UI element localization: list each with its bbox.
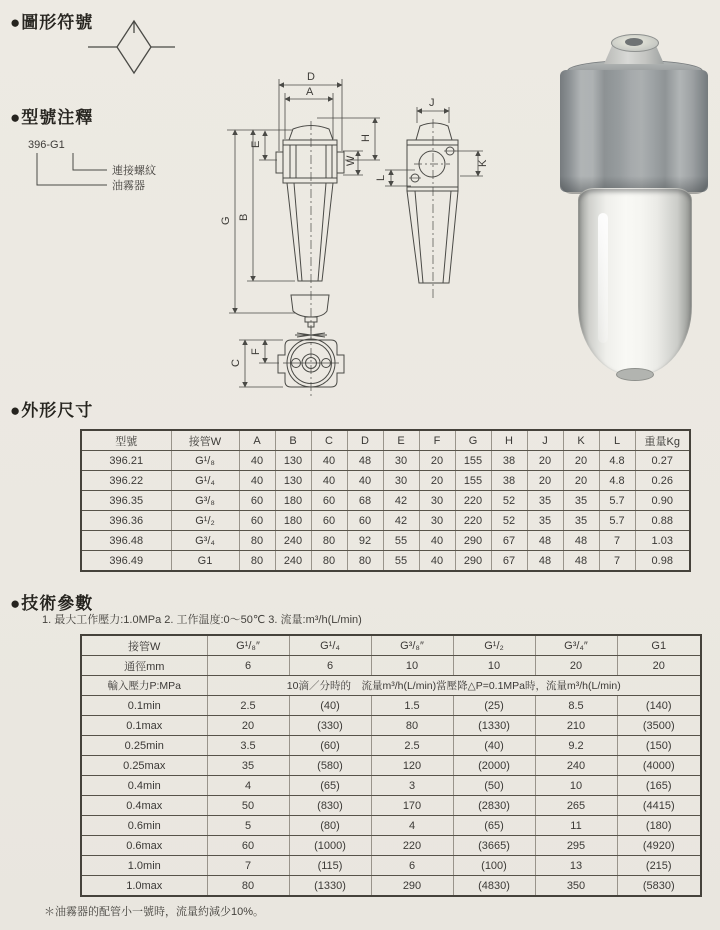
photo-bowl-foot	[616, 368, 654, 381]
cell: 210	[535, 716, 617, 736]
cell: G³/₄″	[535, 635, 617, 656]
cell: J	[527, 430, 563, 451]
cell: (115)	[289, 856, 371, 876]
tech-bore-row	[81, 656, 701, 676]
cell: 80	[239, 531, 275, 551]
cell: 38	[491, 451, 527, 471]
side-view-dimensions	[385, 107, 483, 186]
cell: 通徑mm	[81, 656, 207, 676]
tech-header-row	[81, 635, 701, 656]
cell: 80	[311, 551, 347, 572]
cell: (100)	[453, 856, 535, 876]
cell: 130	[275, 471, 311, 491]
cell: 4.8	[599, 451, 635, 471]
pressure-span-cell: 10滴／分時的 流量m³/h(L/min)當壓降△P=0.1MPa時，流量m³/h(L/min)	[207, 676, 701, 696]
cell: G³/₈	[171, 491, 239, 511]
cell: 290	[455, 531, 491, 551]
cell: 0.25max	[81, 756, 207, 776]
tech-pressure-row	[81, 676, 701, 696]
cell: (1330)	[453, 716, 535, 736]
cell: 1.5	[371, 696, 453, 716]
cell: 7	[207, 856, 289, 876]
cell: G¹/₈″	[207, 635, 289, 656]
dim-label-j: J	[429, 97, 435, 109]
cell: 0.4min	[81, 776, 207, 796]
cell: (165)	[617, 776, 701, 796]
cell: 6	[371, 856, 453, 876]
cell: 5.7	[599, 491, 635, 511]
cell: 60	[239, 491, 275, 511]
cell: (330)	[289, 716, 371, 736]
cell: (65)	[453, 816, 535, 836]
table-row	[81, 776, 701, 796]
cell: 7	[599, 531, 635, 551]
cell: 4	[371, 816, 453, 836]
cell: 67	[491, 531, 527, 551]
tech-data-rows	[81, 696, 701, 897]
cell: 0.88	[635, 511, 690, 531]
cell: 180	[275, 511, 311, 531]
cell: 20	[527, 471, 563, 491]
cell: 295	[535, 836, 617, 856]
section-title-tech: ●技術參數	[10, 594, 94, 613]
cell: (830)	[289, 796, 371, 816]
cell: 20	[563, 451, 599, 471]
table-row	[81, 856, 701, 876]
table-row	[81, 551, 690, 572]
dim-label-a: A	[306, 86, 314, 98]
cell: D	[347, 430, 383, 451]
table-row	[81, 531, 690, 551]
dim-label-g: G	[220, 216, 232, 225]
cell: 20	[207, 716, 289, 736]
cell: 30	[419, 511, 455, 531]
cell: 35	[527, 491, 563, 511]
side-view	[407, 119, 458, 301]
cell: 60	[207, 836, 289, 856]
cell: 396.35	[81, 491, 171, 511]
cell: (3500)	[617, 716, 701, 736]
cell: 0.27	[635, 451, 690, 471]
cell: G³/₈″	[371, 635, 453, 656]
cell: 67	[491, 551, 527, 572]
cell: 40	[239, 471, 275, 491]
dim-label-c: C	[230, 359, 242, 367]
photo-bowl-highlight	[598, 213, 608, 343]
cell: 35	[527, 511, 563, 531]
cell: (2830)	[453, 796, 535, 816]
photo-clear-bowl	[578, 188, 692, 376]
cell: 48	[563, 551, 599, 572]
cell: 接管W	[81, 635, 207, 656]
device-label: 油霧器	[112, 180, 145, 192]
cell: 60	[347, 511, 383, 531]
cell: E	[383, 430, 419, 451]
cell: (4000)	[617, 756, 701, 776]
cell: 396.21	[81, 451, 171, 471]
tech-params-table	[80, 634, 702, 897]
cell: 10	[453, 656, 535, 676]
dim-label-l: L	[375, 174, 387, 181]
cell: G³/₄	[171, 531, 239, 551]
cell: 20	[617, 656, 701, 676]
cell: 220	[455, 511, 491, 531]
dim-label-b: B	[238, 213, 250, 221]
cell: (180)	[617, 816, 701, 836]
cell: C	[311, 430, 347, 451]
front-view-dimensions	[227, 79, 380, 313]
cell: (50)	[453, 776, 535, 796]
cell: K	[563, 430, 599, 451]
section-title-dims: ●外形尺寸	[10, 401, 94, 420]
cell: 7	[599, 551, 635, 572]
dim-label-k: K	[477, 159, 489, 167]
cell: 0.25min	[81, 736, 207, 756]
cell: 接管W	[171, 430, 239, 451]
cell: 220	[371, 836, 453, 856]
cell: 20	[535, 656, 617, 676]
cell: 5	[207, 816, 289, 836]
cell: 35	[207, 756, 289, 776]
cell: 6	[289, 656, 371, 676]
cell: (4830)	[453, 876, 535, 897]
cell: (140)	[617, 696, 701, 716]
cell: H	[491, 430, 527, 451]
cell: 4	[207, 776, 289, 796]
cell: G¹/₂	[453, 635, 535, 656]
cell: 52	[491, 511, 527, 531]
pressure-label-cell: 輸入壓力P:MPa	[81, 676, 207, 696]
cell: 20	[419, 451, 455, 471]
cell: 0.6max	[81, 836, 207, 856]
cell: 80	[239, 551, 275, 572]
table-row	[81, 491, 690, 511]
cell: 80	[347, 551, 383, 572]
cell: G¹/₈	[171, 451, 239, 471]
cell: 42	[383, 511, 419, 531]
cell: (5830)	[617, 876, 701, 897]
photo-metal-body	[560, 70, 708, 192]
cell: 240	[535, 756, 617, 776]
cell: 68	[347, 491, 383, 511]
cell: 240	[275, 551, 311, 572]
cell: (40)	[453, 736, 535, 756]
cell: 4.8	[599, 471, 635, 491]
cell: 8.5	[535, 696, 617, 716]
cell: 92	[347, 531, 383, 551]
cell: (65)	[289, 776, 371, 796]
cell: 48	[527, 551, 563, 572]
dimensions-data-rows	[81, 451, 690, 572]
model-number: 396-G1	[28, 139, 65, 151]
cell: 155	[455, 471, 491, 491]
cell: 60	[311, 491, 347, 511]
cell: 220	[455, 491, 491, 511]
table-row	[81, 471, 690, 491]
dimension-drawing	[215, 63, 515, 408]
cell: 40	[347, 471, 383, 491]
cell: 1.03	[635, 531, 690, 551]
cell: 9.2	[535, 736, 617, 756]
table-row	[81, 736, 701, 756]
cell: 80	[207, 876, 289, 897]
table-row	[81, 451, 690, 471]
table-row	[81, 756, 701, 776]
cell: (4920)	[617, 836, 701, 856]
cell: L	[599, 430, 635, 451]
cell: 42	[383, 491, 419, 511]
cell: 180	[275, 491, 311, 511]
cell: 10	[371, 656, 453, 676]
cell: 60	[311, 511, 347, 531]
footnote: ＊油霧器的配管小一號時，流量約減少10%。	[44, 906, 265, 918]
cell: 50	[207, 796, 289, 816]
photo-knob-hole	[625, 38, 643, 46]
cell: 350	[535, 876, 617, 897]
dimensions-header-row	[81, 430, 690, 451]
cell: 38	[491, 471, 527, 491]
cell: 120	[371, 756, 453, 776]
cell: 3	[371, 776, 453, 796]
cell: (150)	[617, 736, 701, 756]
cell: 0.1min	[81, 696, 207, 716]
cell: 11	[535, 816, 617, 836]
cell: 396.36	[81, 511, 171, 531]
cell: 130	[275, 451, 311, 471]
cell: 290	[371, 876, 453, 897]
cell: A	[239, 430, 275, 451]
table-row	[81, 796, 701, 816]
dim-label-d: D	[307, 71, 315, 83]
dim-label-e: E	[250, 140, 262, 148]
cell: (25)	[453, 696, 535, 716]
cell: (215)	[617, 856, 701, 876]
section-title-symbol: ●圖形符號	[10, 13, 94, 32]
cell: G1	[617, 635, 701, 656]
cell: 265	[535, 796, 617, 816]
cell: 2.5	[371, 736, 453, 756]
cell: 型號	[81, 430, 171, 451]
tech-params-header-body	[81, 635, 701, 696]
table-row	[81, 716, 701, 736]
cell: 155	[455, 451, 491, 471]
cell: 30	[383, 451, 419, 471]
cell: 52	[491, 491, 527, 511]
cell: 35	[563, 491, 599, 511]
dimensions-table-body	[81, 430, 690, 451]
dim-label-h: H	[360, 134, 372, 142]
dimensions-table	[80, 429, 691, 572]
product-photo	[550, 28, 718, 380]
cell: 48	[527, 531, 563, 551]
table-row	[81, 816, 701, 836]
cell: 40	[311, 451, 347, 471]
cell: 240	[275, 531, 311, 551]
cell: 0.98	[635, 551, 690, 572]
cell: 20	[527, 451, 563, 471]
cell: 55	[383, 531, 419, 551]
cell: 35	[563, 511, 599, 531]
dim-label-w: W	[345, 155, 357, 166]
table-row	[81, 696, 701, 716]
cell: (80)	[289, 816, 371, 836]
cell: (1000)	[289, 836, 371, 856]
cell: 0.6min	[81, 816, 207, 836]
cell: (3665)	[453, 836, 535, 856]
cell: 30	[383, 471, 419, 491]
dim-label-f: F	[250, 348, 262, 355]
cell: G1	[171, 551, 239, 572]
cell: 6	[207, 656, 289, 676]
table-row	[81, 511, 690, 531]
cell: 170	[371, 796, 453, 816]
cell: 40	[239, 451, 275, 471]
cell: 0.1max	[81, 716, 207, 736]
cell: 80	[371, 716, 453, 736]
cell: 13	[535, 856, 617, 876]
cell: 80	[311, 531, 347, 551]
table-row	[81, 836, 701, 856]
section-title-model: ●型號注釋	[10, 108, 94, 127]
cell: 40	[419, 531, 455, 551]
cell: 30	[419, 491, 455, 511]
cell: 0.4max	[81, 796, 207, 816]
cell: 0.26	[635, 471, 690, 491]
cell: 48	[563, 531, 599, 551]
cell: (1330)	[289, 876, 371, 897]
cell: (580)	[289, 756, 371, 776]
cell: 重量Kg	[635, 430, 690, 451]
cell: 60	[239, 511, 275, 531]
cell: 1.0max	[81, 876, 207, 897]
tech-note: 1. 最大工作壓力:1.0MPa 2. 工作温度:0～50℃ 3. 流量:m³/h(L/min)	[42, 614, 362, 626]
cell: (4415)	[617, 796, 701, 816]
thread-label: 連接螺紋	[112, 165, 156, 177]
cell: 2.5	[207, 696, 289, 716]
cell: 5.7	[599, 511, 635, 531]
cell: 396.49	[81, 551, 171, 572]
cell: F	[419, 430, 455, 451]
cell: 396.48	[81, 531, 171, 551]
cell: 1.0min	[81, 856, 207, 876]
bottom-view	[278, 331, 344, 397]
cell: G¹/₄	[289, 635, 371, 656]
cell: (40)	[289, 696, 371, 716]
cell: (2000)	[453, 756, 535, 776]
cell: 10	[535, 776, 617, 796]
cell: 40	[311, 471, 347, 491]
lubricator-symbol-diagram	[80, 15, 190, 85]
cell: B	[275, 430, 311, 451]
cell: G	[455, 430, 491, 451]
table-row	[81, 876, 701, 897]
cell: G¹/₄	[171, 471, 239, 491]
front-view	[276, 121, 344, 338]
cell: 290	[455, 551, 491, 572]
cell: G¹/₂	[171, 511, 239, 531]
cell: 20	[419, 471, 455, 491]
bottom-view-dimensions	[239, 340, 283, 387]
cell: 40	[419, 551, 455, 572]
cell: 48	[347, 451, 383, 471]
cell: (60)	[289, 736, 371, 756]
cell: 55	[383, 551, 419, 572]
cell: 396.22	[81, 471, 171, 491]
cell: 20	[563, 471, 599, 491]
cell: 0.90	[635, 491, 690, 511]
cell: 3.5	[207, 736, 289, 756]
